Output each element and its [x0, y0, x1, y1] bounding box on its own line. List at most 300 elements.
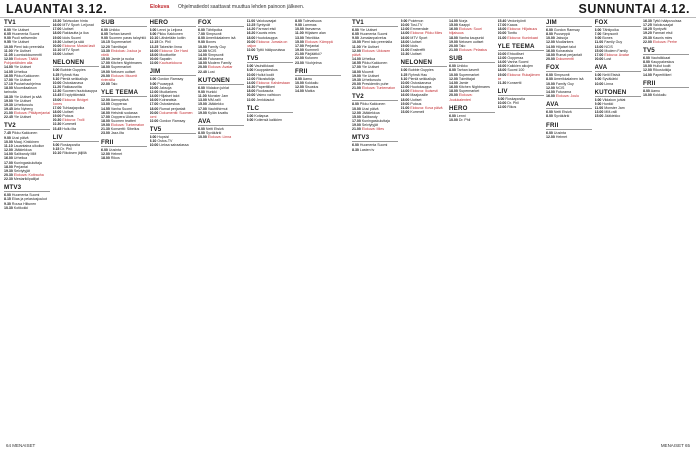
program-title: Urheiluruutu — [361, 77, 382, 82]
program-time: 8.00 — [643, 88, 650, 93]
program-title: Elokuva: Linna — [207, 135, 232, 140]
left-footer: 64 MENAISET — [6, 443, 36, 448]
program-time: 19.00 — [352, 123, 361, 128]
program-title: Jaksoja — [159, 85, 172, 90]
program-time: 17.00 — [4, 160, 13, 165]
program-title: Futurama — [555, 89, 572, 94]
program-title: Muumit — [361, 69, 374, 74]
program-time: 14.00 — [546, 44, 555, 49]
program-time: 23.00 — [295, 60, 304, 65]
program-title: Amerikkalainen isä — [553, 77, 584, 82]
program-title: Ostoskeskus — [159, 102, 180, 107]
program-time: 18.25 — [643, 27, 652, 32]
program-title: Perjantai — [13, 164, 28, 169]
program-title: Presidentin puhe — [361, 82, 389, 87]
channel-heading: LIV — [498, 88, 544, 96]
program-time: 11.00 — [246, 19, 256, 23]
channel-heading: NELONEN — [53, 59, 99, 67]
program-title: Dr. Phil — [159, 40, 171, 45]
program-time: 8.00 — [295, 19, 302, 23]
program-time: 16.00 — [449, 85, 458, 90]
program-title: Hunkki — [602, 101, 614, 106]
program-title: MTV Sport — [62, 48, 80, 53]
program-time: 20.00 — [546, 57, 555, 62]
program-time: 18.00 — [246, 89, 256, 94]
channel-heading: AVA — [546, 101, 592, 109]
program-time: 14.00 — [400, 89, 410, 94]
program-title: Tarhan kaverit — [108, 32, 132, 37]
channel-heading: FOX — [595, 19, 641, 27]
program-time: 9.30 — [4, 201, 11, 206]
program-title: Bubble Guppies — [60, 68, 86, 73]
program-time: 19.00 — [52, 35, 62, 40]
program-time: 18.00 — [449, 89, 458, 94]
program-title: Elokuva: Muumit rivierallla — [101, 73, 138, 82]
program-time: 14.00 — [198, 52, 207, 57]
program-title: Ei sytyttämistä — [62, 93, 86, 98]
program-title: Elokuva: Mies — [361, 127, 384, 132]
program-title: Itsevarma — [304, 27, 321, 32]
program-title: Kaunis mies — [256, 31, 276, 36]
program-time: 18.00 — [149, 106, 159, 111]
program-time: 16.00 — [400, 93, 410, 98]
program-title: Gordon Ramsay — [157, 77, 184, 82]
program-time: 22.10 — [52, 48, 62, 53]
program-title: Pikku Kakkonen — [13, 73, 40, 78]
program-time: 20.00 — [52, 43, 62, 48]
program-title: Simpsonit — [602, 32, 618, 37]
channel-heading: YLE TEEMA — [498, 43, 544, 51]
program-title: Lost — [207, 69, 215, 74]
program-time: 11.05 — [4, 52, 13, 57]
program-time: 19.30 — [352, 77, 361, 82]
program-title: Ryhmä Hau — [408, 72, 428, 77]
program-time: 19.00 — [497, 72, 507, 77]
program-listing — [449, 27, 495, 35]
program-time: 8.00 — [295, 76, 302, 81]
program-title: Elokuva: Ukkosen päivä — [352, 48, 391, 57]
program-time: 20.00 — [246, 39, 256, 44]
program-title: Uutiset — [410, 97, 422, 102]
program-title: Puuseppä — [553, 32, 570, 37]
program-time: 6.00 — [4, 28, 11, 32]
program-title: Viidakon juhlat — [205, 85, 229, 90]
program-listing — [198, 70, 244, 74]
program-time: 19.00 — [101, 123, 110, 128]
program-time: 8.05 — [101, 32, 108, 37]
program-title: Kuningaskuluttaja — [13, 160, 42, 165]
program-title: Elokuva: Pitkäperjantai — [13, 111, 50, 116]
program-time: 10.00 — [400, 80, 410, 85]
program-time: 14.00 — [546, 89, 555, 94]
program-time: 9.00 — [198, 89, 205, 94]
program-time: 15.00 — [295, 39, 304, 44]
program-time: 14.00 — [449, 19, 458, 23]
program-title: Rouva Hiltunen — [11, 201, 37, 206]
program-listing — [247, 48, 293, 52]
program-title: Tosi-TV — [410, 23, 423, 28]
program-title: Elokuva: Avatar — [604, 52, 629, 57]
schedule-column — [546, 19, 592, 437]
channel-heading: FRII — [643, 80, 689, 88]
program-time: 19.00 — [4, 98, 13, 103]
program-listing — [352, 148, 398, 152]
program-time: 6.00 — [352, 143, 359, 148]
program-time: 15.00 — [52, 97, 62, 102]
program-title: Kauppakeskus — [254, 68, 278, 73]
program-time: 10.00 — [449, 117, 458, 122]
program-time: 13.00 — [594, 44, 604, 49]
program-time: 18.00 — [52, 31, 62, 36]
program-title: Yle Uutiset — [361, 44, 379, 49]
program-listing — [101, 82, 147, 86]
program-title: NCIS — [555, 85, 565, 90]
program-title: Yle Uutiset — [13, 77, 31, 82]
program-title: Lost — [604, 57, 612, 62]
program-time: 17.00 — [594, 52, 604, 57]
program-title: Elokuva: Kova päivä — [410, 105, 443, 110]
program-time: 6.05 — [352, 32, 359, 37]
program-time: 12.00 — [149, 89, 159, 94]
program-title: Talo — [458, 43, 466, 48]
schedule-column — [53, 19, 99, 437]
program-title: Ehtoolliset — [507, 51, 524, 56]
program-title: Ostoskanava — [62, 80, 84, 85]
program-time: 6.00 — [52, 68, 60, 73]
program-title: Yle Uutiset — [13, 98, 31, 103]
channel-heading: TV5 — [643, 47, 689, 55]
program-listing — [53, 127, 99, 131]
program-title: Sisustus — [304, 85, 319, 90]
program-title: Uutiset — [62, 109, 74, 114]
program-time: 18.00 — [497, 68, 507, 73]
program-time: 16.55 — [352, 61, 361, 66]
program-time: 21.00 — [352, 86, 361, 91]
program-time: 8.15 — [4, 197, 11, 202]
program-time: 10.00 — [198, 135, 207, 140]
program-title: Elokuva: Kotirauha — [13, 173, 44, 177]
program-time: 10.00 — [546, 81, 555, 86]
program-time: 8.10 — [400, 76, 408, 81]
program-listing — [352, 86, 398, 90]
program-listing — [643, 73, 689, 77]
program-title: Ooppera Ukkonen — [110, 114, 140, 119]
program-listing — [101, 131, 147, 135]
program-title: Lauantaina ulkoilun — [13, 143, 45, 148]
program-title: Ruokasota — [256, 89, 274, 94]
program-title: Paperitiikeri — [256, 85, 275, 90]
program-title: Tarhan kaverit — [456, 68, 480, 73]
schedule-column — [101, 19, 147, 437]
program-title: Elokuva: Ikuisesti — [410, 89, 438, 94]
program-title: Huomenta Suomi — [359, 32, 388, 37]
program-title: Hullut kodit — [652, 64, 671, 69]
program-title: Valokuvaajat — [256, 19, 277, 23]
program-title: Mudlarkers — [555, 40, 574, 45]
program-title: Farmari etsii — [652, 31, 673, 36]
program-time: 9.00 — [4, 36, 11, 41]
program-time: 6.05 — [4, 32, 11, 37]
program-title: Uutiset — [410, 52, 422, 57]
program-time: 20.00 — [449, 93, 458, 98]
schedule-column — [449, 19, 495, 437]
program-time: 21.00 — [400, 105, 410, 110]
program-title: Kotiapua — [254, 113, 269, 118]
program-time: 10.00 — [643, 92, 652, 97]
program-title: Hunkki — [205, 89, 217, 94]
program-title: MM-ralli — [207, 98, 221, 103]
channel-heading: FRII — [546, 122, 592, 130]
program-title: Puutarhaohjelma — [13, 82, 41, 87]
program-title: Kaaos — [507, 23, 518, 28]
program-time: 15.00 — [352, 114, 361, 119]
program-time: 20.00 — [352, 82, 361, 87]
program-title: Vauhtihirmut — [207, 106, 228, 111]
program-title: Pieniä seikkailuja — [408, 76, 436, 81]
program-title: Hullut kodit — [256, 72, 274, 77]
program-title: Amerikkalainen isä — [205, 36, 236, 41]
channel-heading: KUTONEN — [595, 89, 641, 97]
program-title: Uusinta — [108, 147, 121, 152]
program-title: Hullu ilta — [62, 126, 76, 131]
right-day-title: SUNNUNTAI 4.12. — [578, 2, 690, 16]
program-listing — [4, 57, 50, 65]
program-title: Yöohjelma — [304, 60, 322, 65]
program-listing — [595, 114, 641, 118]
program-title: Dokumentti: Suomen torni — [149, 110, 193, 119]
program-time: 22.30 — [4, 177, 13, 182]
channel-heading: AVA — [595, 64, 641, 72]
program-title: Elokuva: Joulu — [555, 94, 579, 99]
program-time: 21.00 — [497, 35, 507, 40]
program-title: Uusi päivä — [361, 106, 379, 111]
program-listing — [150, 111, 196, 119]
program-title: Vauhdikkaat — [254, 64, 274, 69]
program-time: 12.00 — [4, 57, 13, 62]
schedule-column — [643, 19, 689, 437]
channel-heading: YLE TEEMA — [101, 89, 147, 97]
program-listing — [101, 156, 147, 160]
program-listing — [4, 206, 50, 210]
channel-heading: KUTONEN — [198, 77, 244, 85]
program-time: 19.30 — [4, 102, 13, 107]
program-title: Konsertti: Sibelius — [110, 127, 140, 132]
program-time: 6.00 — [4, 193, 11, 198]
schedule-area — [0, 19, 696, 437]
program-title: Maajussille — [410, 93, 428, 98]
program-time: 6.00 — [149, 135, 157, 140]
channel-heading: SUB — [449, 55, 495, 63]
channel-heading: FRII — [295, 68, 341, 76]
program-time: 16.00 — [149, 48, 159, 53]
program-title: Gordon Ramsay — [159, 118, 186, 123]
program-time: 22.40 — [198, 69, 207, 74]
program-title: Uusi päivä — [11, 135, 29, 140]
program-listing — [247, 118, 293, 122]
program-title: Uusinta — [553, 130, 566, 135]
program-title: Rikostutkija — [256, 76, 275, 81]
program-title: Elokuva: Avatar — [207, 65, 233, 70]
program-title: Arto Nyberg — [13, 106, 33, 111]
program-title: Huutokauppa — [410, 85, 432, 90]
program-time: 22.00 — [246, 97, 256, 102]
program-time: 17.00 — [52, 27, 62, 32]
program-title: Pärjäätkö? — [304, 52, 322, 57]
program-title: Hupsis! — [157, 135, 170, 140]
program-time: 6.00 — [352, 28, 359, 32]
program-time: 9.00 — [198, 40, 205, 45]
program-time: 9.15 — [52, 146, 60, 151]
program-time: 14.00 — [400, 31, 410, 36]
program-listing — [449, 118, 495, 122]
program-time: 10.30 — [4, 205, 13, 210]
program-title: Suomen huutokauppa — [62, 89, 98, 94]
program-title: Valokuvaajat — [652, 23, 673, 28]
program-title: Kylän luvattu — [207, 110, 229, 115]
program-time: 20.00 — [449, 43, 458, 48]
program-title: Pieni talo preerialla — [13, 44, 45, 49]
program-title: Vauhdikkaat — [650, 55, 671, 60]
program-listing — [53, 52, 99, 56]
program-time: 22.00 — [643, 39, 652, 44]
program-title: Rakkautta ja iloa — [62, 31, 89, 36]
program-title: Talo — [110, 82, 118, 87]
program-time: 15.40 — [497, 19, 507, 23]
program-title: Monster Jam — [207, 94, 229, 99]
program-time: 14.00 — [4, 152, 13, 157]
program-time: 17.25 — [643, 23, 652, 28]
program-time: 8.00 — [149, 32, 157, 37]
program-title: Roskapostia — [60, 142, 80, 147]
program-time: 18.00 — [149, 52, 159, 57]
channel-heading: FRII — [101, 139, 147, 147]
program-time: 15.00 — [198, 102, 207, 107]
program-title: Supermarket — [110, 65, 132, 70]
program-title: Rumat perjantait — [555, 52, 582, 57]
program-title: Tyttö hääpuvuissa — [652, 19, 682, 23]
program-title: Vanha Suomi — [110, 106, 132, 111]
program-title: Kaunis mies — [652, 35, 673, 40]
program-time: 6.00 — [594, 73, 602, 78]
program-time: 20.00 — [594, 57, 604, 62]
program-title: Idols Suomi — [62, 35, 81, 40]
program-time: 17.00 — [101, 61, 110, 66]
program-title: Kokkailu — [304, 80, 319, 85]
program-title: Moottoritie — [159, 52, 176, 57]
schedule-column — [247, 19, 293, 437]
program-time: 14.00 — [497, 60, 507, 65]
program-time: 18.00 — [101, 118, 110, 123]
program-time: 9.00 — [295, 23, 302, 28]
program-time: 10.10 — [149, 36, 159, 41]
program-time: 22.00 — [149, 61, 159, 66]
program-title: MM-ralli — [604, 110, 617, 115]
program-time: 11.00 — [594, 106, 604, 111]
program-time: 19.00 — [295, 48, 304, 53]
program-time: 12.00 — [497, 105, 507, 110]
program-time: 16.00 — [546, 48, 555, 53]
program-time: 19.00 — [352, 73, 361, 78]
channel-heading: JIM — [150, 68, 196, 76]
program-title: Mestarikilpailijat — [13, 177, 39, 182]
program-title: Jääkiekkoa — [361, 110, 380, 115]
program-title: Pikku Kakkonen — [359, 102, 386, 107]
program-time: 17.00 — [352, 65, 361, 70]
channel-heading: JIM — [546, 19, 592, 27]
program-listing — [498, 36, 544, 40]
program-title: Supermarket — [110, 40, 132, 45]
schedule-column — [150, 19, 196, 437]
program-time: 23.00 — [52, 52, 62, 57]
program-time: 12.20 — [101, 44, 110, 49]
program-time: 10.00 — [149, 143, 159, 148]
program-title: Uutiset — [62, 52, 74, 57]
program-title: Urheilua — [13, 69, 28, 74]
program-title: Jumalanpalvelus — [359, 36, 387, 41]
program-title: Nelosen uutiset — [110, 69, 136, 74]
program-time: 9.00 — [101, 36, 108, 41]
channel-heading: NELONEN — [401, 59, 447, 67]
program-title: MTV Sport: Leijonat — [62, 23, 94, 28]
program-time: 10.00 — [594, 81, 604, 86]
program-time: 11.00 — [594, 40, 604, 45]
program-time: 12.00 — [352, 48, 361, 53]
program-listing — [498, 73, 544, 81]
program-time: 8.00 — [52, 142, 60, 147]
program-time: 13.45 — [52, 93, 62, 98]
program-title: Helsinki sodassa — [110, 110, 138, 115]
program-time: 19.00 — [400, 43, 410, 48]
program-time: 6.00 — [400, 68, 408, 73]
program-title: Aamu — [302, 76, 312, 81]
program-listing — [101, 49, 147, 57]
program-time: 6.25 — [52, 72, 60, 77]
program-time: 14.00 — [246, 80, 256, 85]
program-time: 18.00 — [101, 155, 110, 160]
program-title: Neiti Etsivä — [553, 110, 572, 115]
program-title: Hiljaisen alan — [304, 31, 326, 36]
program-title: Syväkärki — [553, 114, 570, 119]
program-title: Helmet — [110, 151, 123, 156]
channel-heading: HERO — [150, 19, 196, 27]
program-listing — [643, 93, 689, 97]
program-time: 10.00 — [4, 139, 13, 144]
program-time: 10.00 — [497, 101, 507, 106]
program-time: 18.00 — [400, 97, 410, 102]
program-time: 13.30 — [101, 48, 110, 53]
program-title: Elokuva: Bridget Jones — [52, 97, 89, 106]
program-title: Elokuva: Joulukalenteri — [449, 93, 473, 102]
program-time: 6.00 — [643, 55, 650, 60]
program-time: 9.55 — [4, 40, 11, 45]
program-title: Bones — [602, 36, 613, 41]
program-time: 8.10 — [149, 139, 157, 144]
program-title: Kutonen — [304, 56, 319, 61]
program-time: 18.00 — [400, 39, 410, 44]
program-time: 19.45 — [4, 106, 13, 111]
program-title: Suomen teatteri — [110, 118, 136, 123]
program-title: Huomenta Suomi — [359, 143, 388, 148]
program-time: 11.10 — [4, 143, 13, 148]
program-listing — [150, 61, 196, 65]
program-time: 8.00 — [643, 60, 650, 65]
program-title: Putous — [410, 101, 422, 106]
program-time: 12.30 — [52, 89, 62, 94]
program-title: Salibandy — [361, 114, 378, 119]
program-title: Tähtipoika — [602, 28, 619, 32]
program-title: Urheilua — [13, 156, 28, 161]
program-listing — [595, 82, 641, 86]
